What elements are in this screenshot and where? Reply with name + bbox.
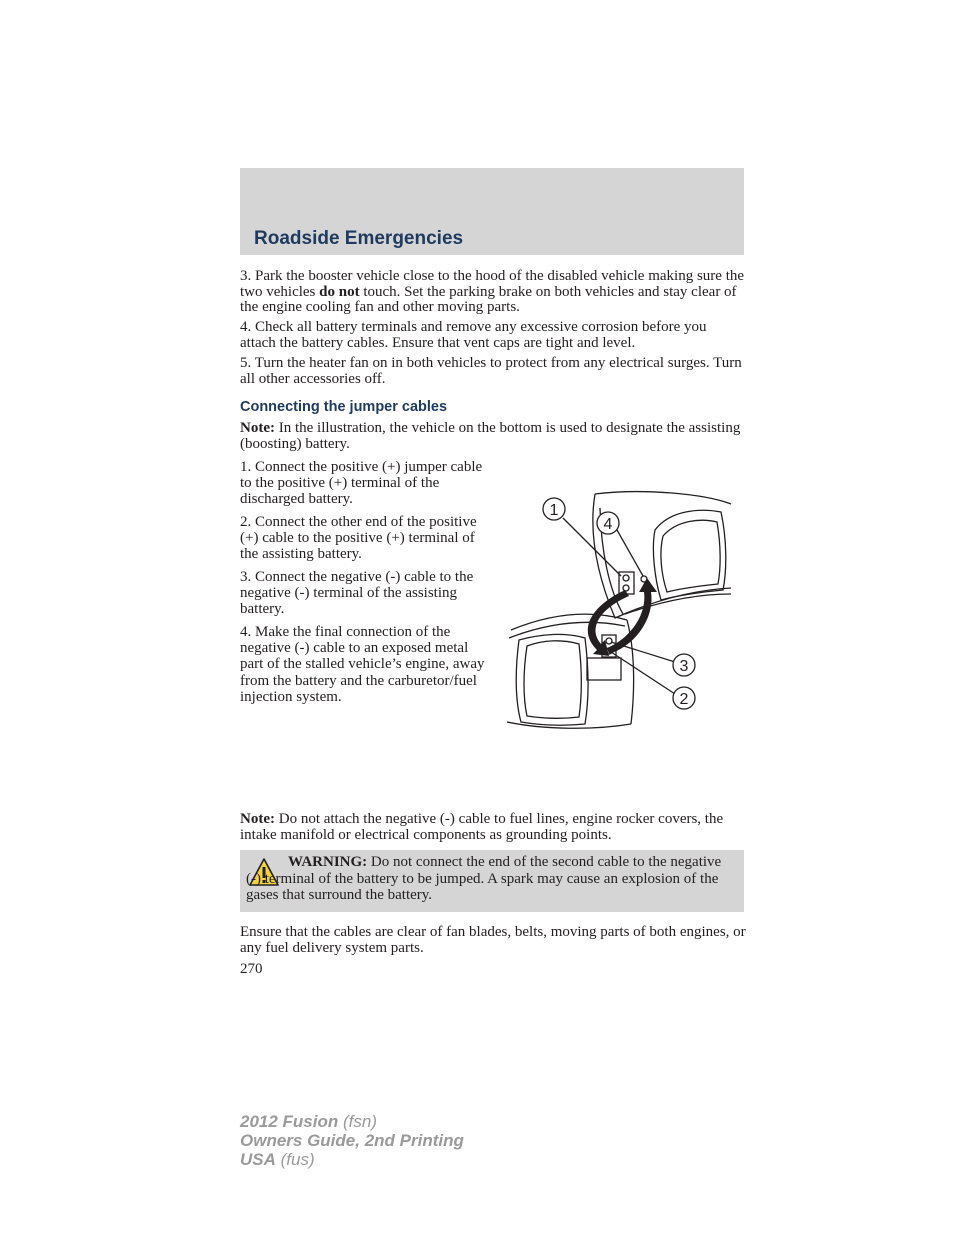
- step-3-emphasis: do not: [319, 283, 360, 300]
- connecting-heading: Connecting the jumper cables: [240, 399, 448, 415]
- footer-model: 2012 Fusion: [240, 1112, 339, 1131]
- step-3-paragraph: [240, 269, 746, 316]
- top-vehicle-outline: [595, 492, 731, 504]
- grounding-note-text: Do not attach the negative (-) cable to fuel lines, engine rocker covers, the intake manifold or electrical components as grounding points.: [240, 811, 724, 843]
- grounding-note-label: Note:: [240, 811, 275, 827]
- step-4-paragraph: 4. Check all battery terminals and remove any excessive corrosion before you attach the battery cables. Ensure that vent caps are tight and level.: [240, 319, 707, 351]
- jumper-cable-illustration: [505, 490, 737, 730]
- bottom-vehicle-top-line: [511, 614, 627, 630]
- callout-3: 3: [679, 658, 689, 675]
- warning-box: [240, 850, 744, 912]
- page-number: 270: [240, 961, 263, 977]
- grounding-note: [240, 812, 746, 843]
- step-3-text-continued: touch. Set the parking brake on both vehicles and stay clear of the engine cooling fan and other moving parts.: [240, 283, 737, 315]
- bottom-windshield-inner: [524, 641, 581, 719]
- callout-4: 4: [603, 516, 613, 533]
- footer-line-2: Owners Guide, 2nd Printing: [240, 1131, 464, 1150]
- warning-message: Do not connect the end of the second cable to the negative (-) terminal of the battery to be jumped. A spark may cause an explosion of the gases that surround the battery.: [246, 854, 722, 903]
- top-windshield-inner: [661, 520, 720, 592]
- connect-step-2: 2. Connect the other end of the positive (+) cable to the positive (+) terminal of the assisting battery.: [240, 514, 477, 563]
- footer: [240, 1112, 464, 1169]
- note-text: In the illustration, the vehicle on the bottom is used to designate the assisting (boosting) battery.: [240, 420, 741, 452]
- leader-line-4: [617, 530, 643, 576]
- callout-1: 1: [549, 502, 559, 519]
- step-3-text: 3. Park the booster vehicle close to the hood of the disabled vehicle making sure the two vehicles: [240, 268, 745, 300]
- connect-step-3: 3. Connect the negative (-) cable to the negative (-) terminal of the assisting battery.: [240, 569, 474, 618]
- footer-market-code: (fus): [275, 1150, 315, 1169]
- page-title: Roadside Emergencies: [254, 228, 464, 249]
- step-5-paragraph: 5. Turn the heater fan on in both vehicles to protect from any electrical surges. Turn all other accessories off.: [240, 355, 742, 387]
- callout-2: 2: [679, 691, 689, 708]
- illustration-note: [240, 421, 746, 452]
- engine-component-box: [587, 658, 621, 680]
- note-label: Note:: [240, 420, 275, 436]
- footer-line-3: [240, 1150, 464, 1169]
- connect-step-4: 4. Make the final connection of the negative (-) cable to an exposed metal part of the stalled vehicle’s engine, away from the battery and the carburetor/fuel injection system.: [240, 624, 485, 705]
- footer-model-code: (fsn): [338, 1112, 377, 1131]
- top-vehicle-lower-line: [625, 594, 731, 614]
- connect-step-1: 1. Connect the positive (+) jumper cable to the positive (+) terminal of the discharged battery.: [240, 459, 483, 508]
- footer-line-1: [240, 1112, 464, 1131]
- top-windshield: [653, 510, 725, 600]
- warning-label: WARNING:: [288, 854, 368, 870]
- closing-paragraph: Ensure that the cables are clear of fan blades, belts, moving parts of both engines, or any fuel delivery system parts.: [240, 924, 746, 956]
- warning-text: [246, 854, 734, 904]
- footer-market: USA: [240, 1150, 276, 1169]
